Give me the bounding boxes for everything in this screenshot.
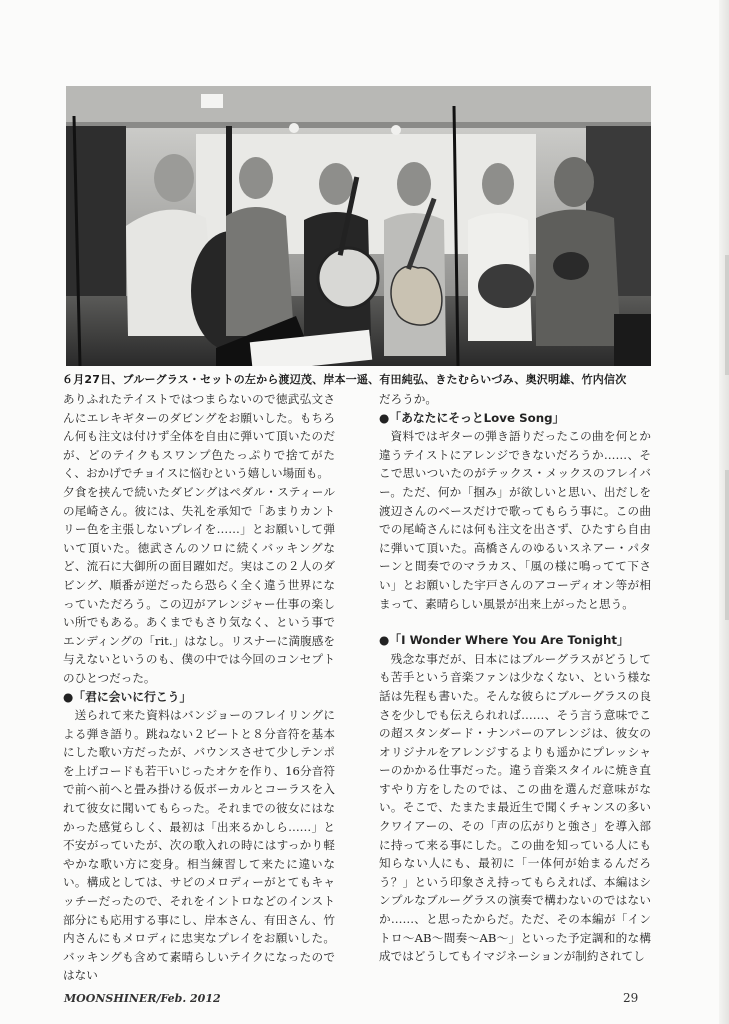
magazine-footer: MOONSHINER/Feb. 2012 — [64, 992, 221, 1005]
right-column — [379, 390, 651, 966]
body-paragraph: 残念な事だが、日本にはブルーグラスがどうしても苦手という音楽ファンは少なくない、という様な話は先程も書いた。そんな彼らにブルーグラスの良さを少しでも伝えられれば……、そう言う意味でこの超スタンダード・ナンバーのアレンジは、彼女のオリジナルをアレンジするよりも遥かにプレッシャーのかかる仕事だった。違う音楽スタイルに焼き直すやり方をしたのでは、この曲を選んだ意味がない。そこで、たまたま最近生で聞くチャンスの多いクワイアーの、その「声の広がりと強さ」を導入部に持って来る事にした。この曲を知っている人にも知らない人にも、最初に「一体何が始まるんだろう？」という印象さえ持ってもらえれば、本編はシンプルなブルーグラスの演奏で構わないのではないか……、と思ったからだ。ただ、その本編が「イントロ～AB～間奏～AB～」といった予定調和的な構成ではどうしてもイマジネーションが制約されてし — [379, 651, 651, 964]
song-heading: ●「君に会いに行こう」 — [63, 689, 192, 704]
band-photo-drawing — [66, 86, 651, 366]
body-paragraph: 夕食を挟んで続いたダビングはペダル・スティールの尾崎さん。彼には、失礼を承知で「あまりカントリー色を主張しないプレイを……」とお願いして弾いて頂いた。徳武さんのソロに続くバッキングなど、流石に大御所の面目躍如だ。実はこの２人のダビング、順番が逆だったら恐らく全く違う世界になっていただろう。この辺がアレンジャー仕事の楽しい所でもある。あくまでもさり気なく、という事でエンディングの「rit.」はなし。リスナーに満腹感を与えないというのも、僕の中では今回のコンセプトのひとつだった。 — [63, 484, 335, 685]
song-heading: ●「I Wonder Where You Are Tonight」 — [379, 633, 629, 648]
paragraph-spacer — [379, 613, 651, 631]
left-column — [63, 390, 335, 985]
band-photo — [66, 86, 651, 366]
page-number: 29 — [623, 991, 639, 1005]
song-heading: ●「あなたにそっとLove Song」 — [379, 410, 565, 425]
page-edge-tab — [725, 470, 729, 620]
body-paragraph: 送られて来た資料はバンジョーのフレイリングによる弾き語り。跳ねない２ビートと８分音符を基本にした歌い方だったが、バウンスさせて少しテンポを上げコードも若干いじったオケを作り、16分音符で前へ前へと畳み掛ける仮ボーカルとコーラスを入れて彼女に聞いてもらった。それまでの彼女にはなかった感覚らしく、最初は「出来るかしら……」と不安がっていたが、次の歌入れの時にはすっかり軽やかな歌い方に変身。相当練習して来たに違いない。構成としては、サビのメロディーがとてもキャッチーだったので、それをイントロなどのインスト部分にも応用する事にし、岸本さん、有田さん、竹内さんにもメロディに忠実なプレイをお願いした。バッキングも含めて素晴らしいテイクになったのではない — [63, 708, 335, 983]
body-paragraph: 資料ではギターの弾き語りだったこの曲を何とか違うテイストにアレンジできないだろうか……、そこで思いついたのがテックス・メックスのフレイバー。ただ、何か「掴み」が欲しいと思い、出だしを渡辺さんのベースだけで歌ってもらう事に。この曲での尾崎さんには何も注文を出さず、ひたすら自由に弾いて頂いた。高橋さんのゆるいスネアー・パターンと間奏でのマラカス、「風の様に鳴ってて下さい」とお願いした宇戸さんのアコーディオン等が相まって、素晴らしい風景が出来上がったと思う。 — [379, 429, 651, 611]
body-paragraph: ありふれたテイストではつまらないので徳武弘文さんにエレキギターのダビングをお願いした。もちろん何も注文は付けず全体を自由に弾いて頂いたのだが、どのテイクもスワンプ色たっぷりで捨てがたく、おかげでチョイスに悩むという嬉しい場面も。 — [63, 392, 335, 481]
page-edge-tab — [725, 255, 729, 375]
photo-caption: ６月27日、ブルーグラス・セットの左から渡辺茂、岸本一遥、有田純弘、きたむらいづみ、奥沢明雄、竹内信次 — [62, 373, 627, 386]
body-paragraph: だろうか。 — [379, 392, 437, 406]
